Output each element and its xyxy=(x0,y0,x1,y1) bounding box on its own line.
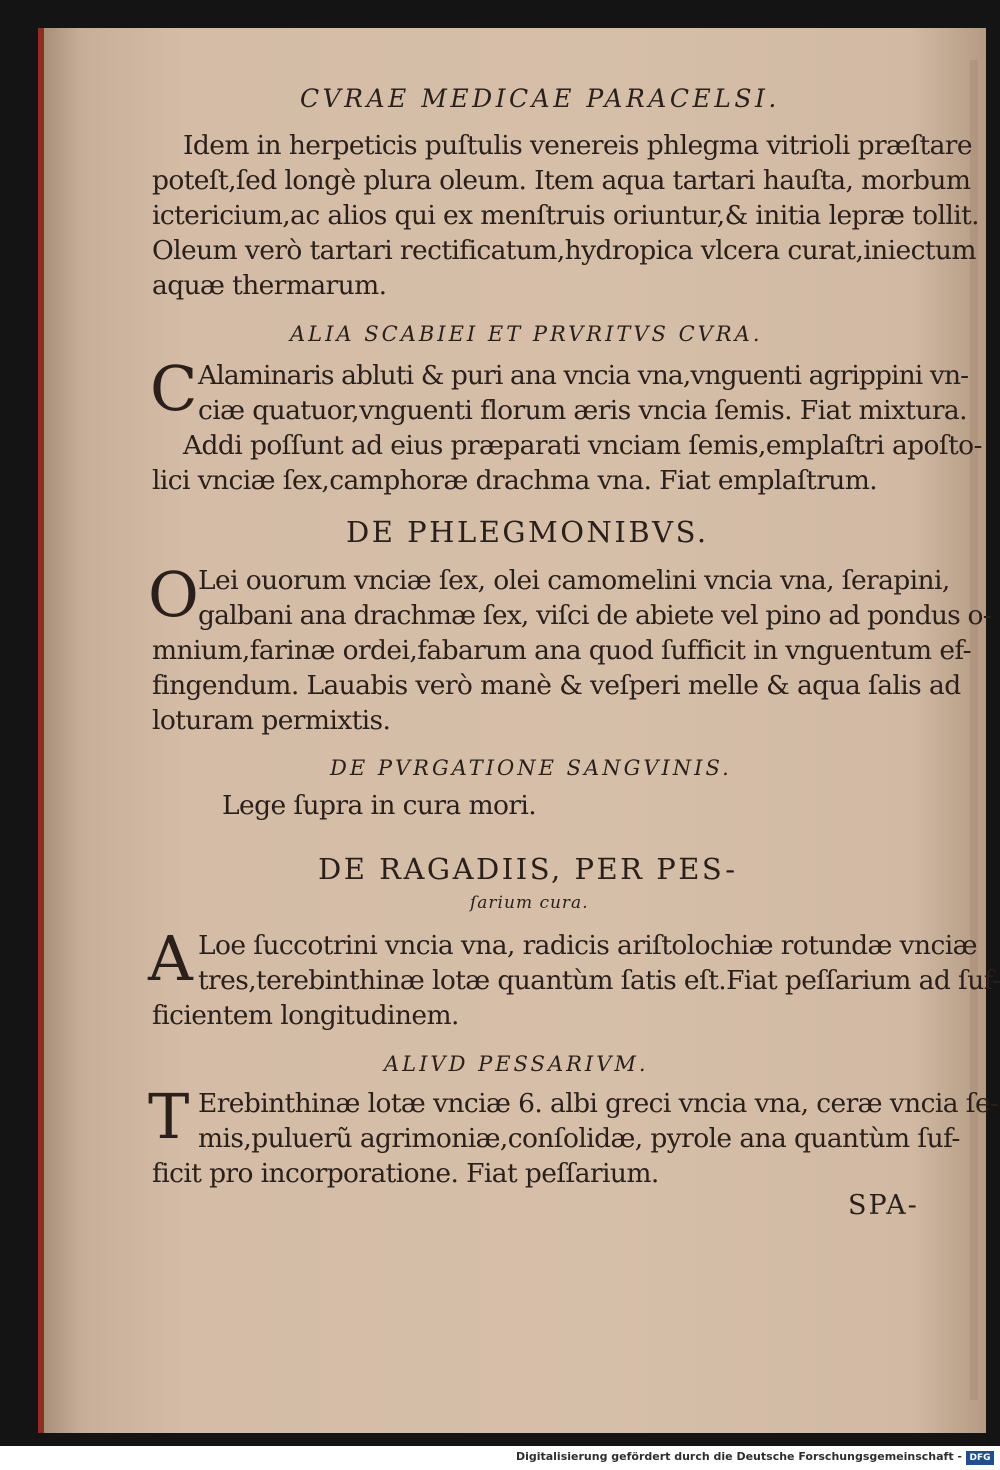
text-line: ficit pro incorporatione. Fiat peſſarium. xyxy=(152,1158,659,1189)
dfg-logo: DFG xyxy=(966,1451,994,1465)
text-line: Loe ſuccotrini vncia vna, radicis ariſtolochiæ rotundæ vnciæ xyxy=(198,930,977,961)
text-line: lici vnciæ ſex,camphoræ drachma vna. Fiat emplaſtrum. xyxy=(152,465,878,496)
drop-initial: T xyxy=(148,1080,190,1153)
text-line: Idem in herpeticis puſtulis venereis phlegma vitrioli præſtare xyxy=(183,130,972,161)
text-line: ictericium,ac alios qui ex menſtruis oriuntur,& initia lepræ tollit. xyxy=(152,200,979,231)
section-caption: ALIA SCABIEI ET PRVRITVS CVRA. xyxy=(290,322,763,346)
catchword: SPA- xyxy=(848,1190,919,1221)
text-line: poteſt,ſed longè plura oleum. Item aqua tartari hauſta, morbum xyxy=(152,165,971,196)
drop-initial: C xyxy=(150,352,198,425)
funding-notice: Digitalisierung gefördert durch die Deutsche Forschungsgemeinschaft - xyxy=(515,1450,962,1463)
text-line: Lege ſupra in cura mori. xyxy=(222,790,537,821)
section-subheading: ſarium cura. xyxy=(470,893,589,913)
text-line: galbani ana drachmæ ſex, viſci de abiete vel pino ad pondus o- xyxy=(198,600,991,631)
running-head: CVRAE MEDICAE PARACELSI. xyxy=(300,84,780,113)
text-line: ficientem longitudinem. xyxy=(152,1000,459,1031)
text-line: aquæ thermarum. xyxy=(152,270,387,301)
text-line: Erebinthinæ lotæ vnciæ 6. albi greci vncia vna, ceræ vncia ſe- xyxy=(198,1088,999,1119)
text-line: fingendum. Lauabis verò manè & veſperi melle & aqua ſalis ad xyxy=(152,670,961,701)
text-line: Oleum verò tartari rectificatum,hydropica vlcera curat,iniectum xyxy=(152,235,976,266)
section-heading: DE PHLEGMONIBVS. xyxy=(346,515,709,549)
section-heading: DE RAGADIIS, PER PES- xyxy=(318,852,738,886)
text-line: ciæ quatuor,vnguenti florum æris vncia ſemis. Fiat mixtura. xyxy=(198,395,967,426)
text-line: mis,puluerũ agrimoniæ,conſolidæ, pyrole ana quantùm ſuf- xyxy=(198,1123,960,1154)
section-caption: DE PVRGATIONE SANGVINIS. xyxy=(330,756,732,780)
text-line: loturam permixtis. xyxy=(152,705,391,736)
section-caption: ALIVD PESSARIVM. xyxy=(384,1052,649,1076)
drop-initial: A xyxy=(148,922,193,995)
text-line: Addi poſſunt ad eius præparati vnciam ſemis,emplaſtri apoſto- xyxy=(183,430,982,461)
drop-initial: O xyxy=(148,558,199,631)
text-line: Alaminaris abluti & puri ana vncia vna,vnguenti agrippini vn- xyxy=(198,360,969,391)
text-line: Lei ouorum vnciæ ſex, olei camomelini vncia vna, ſerapini, xyxy=(198,565,950,596)
text-line: tres,terebinthinæ lotæ quantùm ſatis eſt.Fiat peſſarium ad ſuf- xyxy=(198,965,1000,996)
text-line: mnium,farinæ ordei,fabarum ana quod ſufficit in vnguentum ef- xyxy=(152,635,972,666)
